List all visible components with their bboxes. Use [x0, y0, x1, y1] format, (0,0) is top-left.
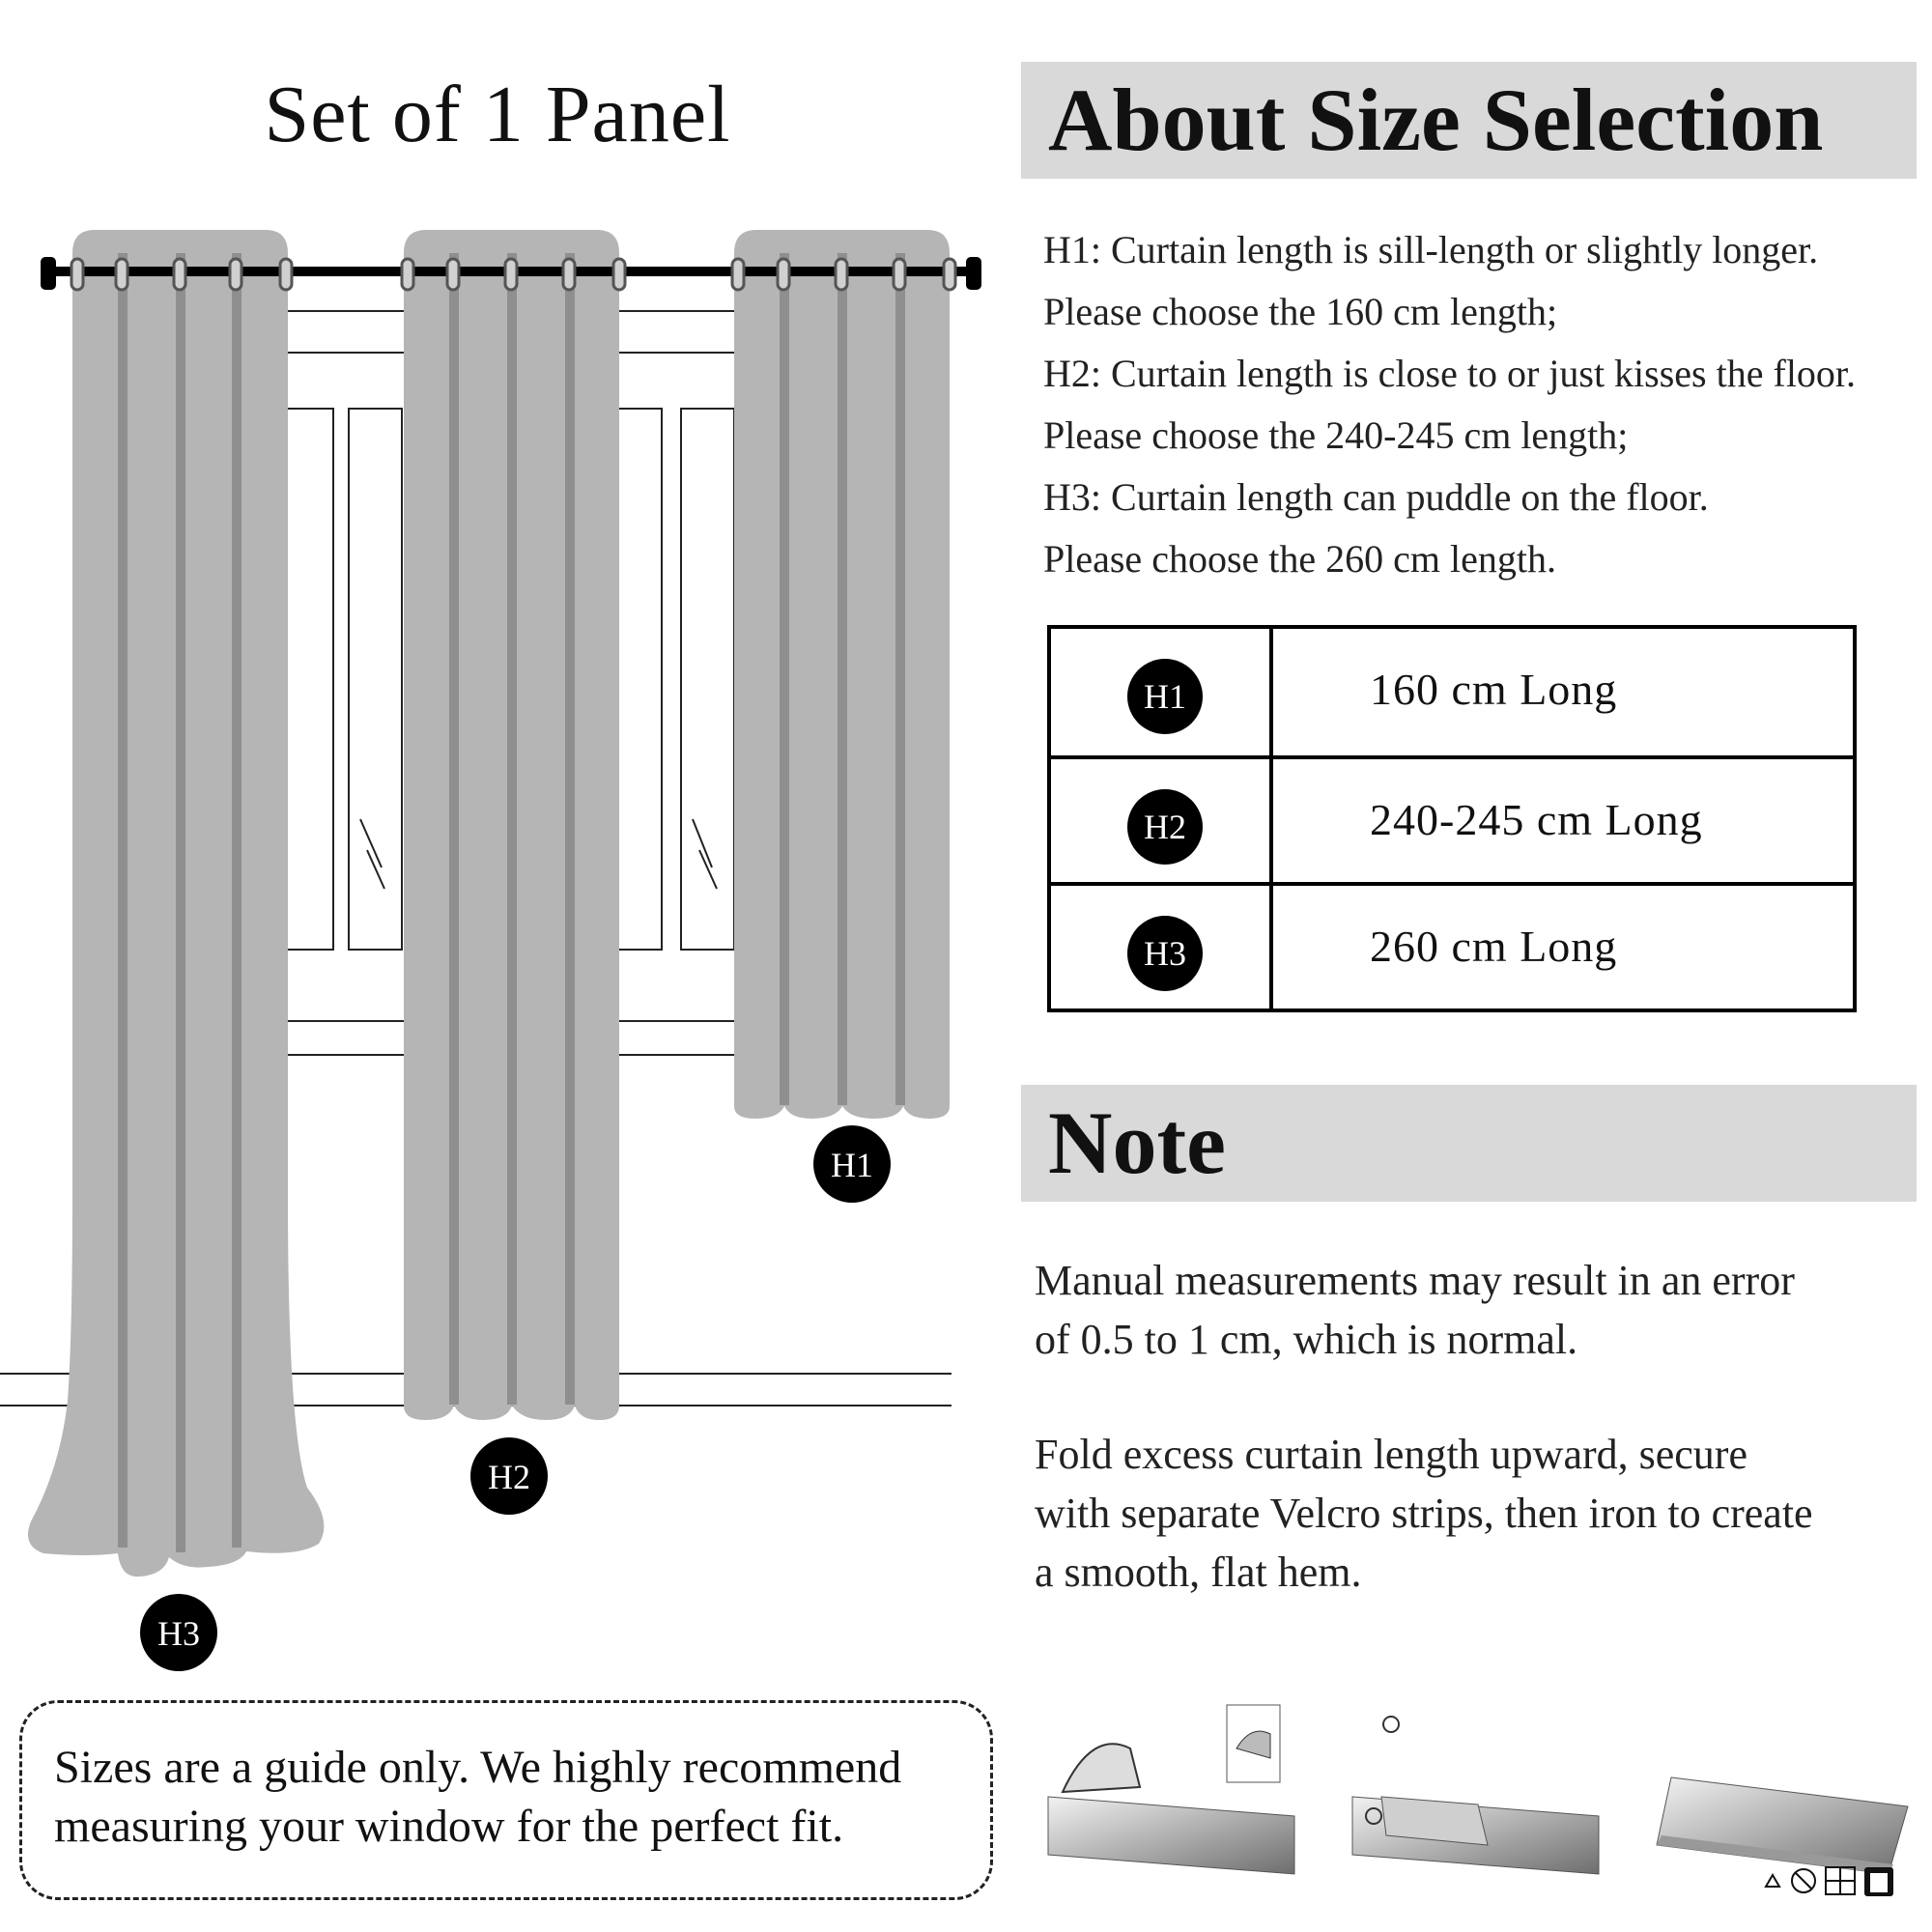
- size-line: H2: Curtain length is close to or just kisses the floor.: [1043, 352, 1857, 395]
- table-row: [1051, 629, 1853, 755]
- trash-bin-icon: [1864, 1867, 1893, 1896]
- size-table: [1047, 625, 1857, 1012]
- badge-h1: [813, 1125, 891, 1203]
- curtain-panel-h2: [404, 230, 619, 1420]
- badge-h2: [470, 1437, 548, 1515]
- care-icons: [1758, 1860, 1908, 1900]
- size-line: Please choose the 160 cm length;: [1043, 290, 1558, 333]
- scissors-icon: [1383, 1717, 1399, 1732]
- recycle-icon: [1766, 1875, 1779, 1887]
- size-selection-header: [1021, 62, 1917, 179]
- size-line: H1: Curtain length is sill-length or slightly longer.: [1043, 228, 1819, 271]
- window-icon: [1826, 1867, 1855, 1894]
- size-line: Please choose the 260 cm length.: [1043, 537, 1556, 581]
- table-value: 260 cm Long: [1370, 922, 1618, 971]
- table-row: [1051, 882, 1853, 1009]
- hemming-steps: [1034, 1690, 1922, 1884]
- table-badge-h3: H3: [1127, 916, 1203, 991]
- size-description: [1043, 219, 1913, 590]
- table-value: 240-245 cm Long: [1370, 795, 1703, 844]
- table-badge-h1: H1: [1127, 659, 1203, 734]
- size-selection-title: About Size Selection: [1048, 71, 1824, 169]
- size-line: Please choose the 240-245 cm length;: [1043, 413, 1629, 457]
- note-line: of 0.5 to 1 cm, which is normal.: [1035, 1316, 1578, 1363]
- step-cut: [1352, 1717, 1599, 1874]
- guide-line: Sizes are a guide only. We highly recommend: [54, 1742, 902, 1793]
- guide-line: measuring your window for the perfect fit.: [54, 1801, 844, 1852]
- badge-h3: [140, 1594, 217, 1671]
- size-line: H3: Curtain length can puddle on the floor.: [1043, 475, 1709, 519]
- table-value: 160 cm Long: [1370, 665, 1618, 714]
- note-header: [1021, 1085, 1917, 1202]
- size-guide-box: [19, 1700, 993, 1900]
- step-iron: [1048, 1705, 1294, 1874]
- curtain-panel-h3: [28, 230, 324, 1577]
- note-body: [1035, 1251, 1904, 1602]
- note-line: Fold excess curtain length upward, secure: [1035, 1431, 1747, 1478]
- curtain-illustration: [0, 193, 1005, 1700]
- curtain-panel-h1: [734, 230, 950, 1119]
- no-tumble-dry-icon: [1792, 1869, 1815, 1892]
- table-row: [1051, 755, 1853, 882]
- svg-text:H1: H1: [831, 1146, 873, 1184]
- note-line: Manual measurements may result in an error: [1035, 1257, 1795, 1304]
- svg-text:H3: H3: [157, 1614, 200, 1653]
- table-badge-h2: H2: [1127, 789, 1203, 865]
- note-line: with separate Velcro strips, then iron to create: [1035, 1490, 1813, 1537]
- svg-text:H2: H2: [488, 1458, 530, 1496]
- note-title: Note: [1048, 1094, 1226, 1192]
- iron-icon: [1063, 1744, 1140, 1792]
- panel-set-title: Set of 1 Panel: [264, 70, 731, 159]
- note-line: a smooth, flat hem.: [1035, 1548, 1362, 1596]
